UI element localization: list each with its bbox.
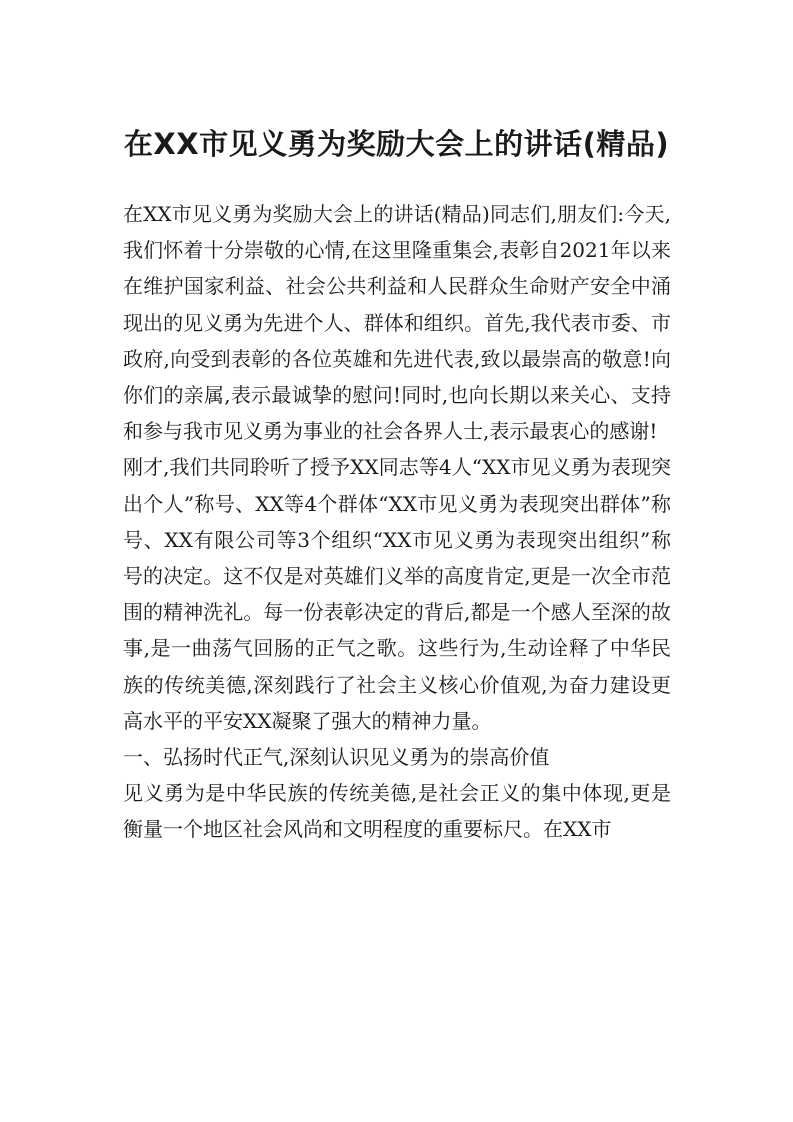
section-heading: 一、弘扬时代正气,深刻认识见义勇为的崇高价值 [123,745,550,770]
paragraph-commendation: 刚才,我们共同聆听了授予XX同志等4人“XX市见义勇为表现突出个人”称号、XX等4个群体“XX市见义勇为表现突出群体”称号、XX有限公司等3个组织“XX市见义勇为表现突出组织”称号的决定。这不仅是对英雄们义举的高度肯定,更是一次全市范围的精神洗礼。每一份表彰决定的背后,都是一个感人至深的故事,是一曲荡气回肠的正气之歌。这些行为,生动诠释了中华民族的传统美德,深刻践行了社会主义核心价值观,为奋力建设更高水平的平安XX凝聚了强大的精神力量。 [123,455,671,733]
document-title: 在XX市见义勇为奖励大会上的讲话(精品) [123,127,670,161]
document-body [123,196,671,848]
paragraph-opening: 在XX市见义勇为奖励大会上的讲话(精品)同志们,朋友们:今天,我们怀着十分崇敬的心情,在这里隆重集会,表彰自2021年以来在维护国家利益、社会公共利益和人民群众生命财产安全中涌现出的见义勇为先进个人、群体和组织。首先,我代表市委、市政府,向受到表彰的各位英雄和先进代表,致以最崇高的敬意!向你们的亲属,表示最诚挚的慰问!同时,也向长期以来关心、支持和参与我市见义勇为事业的社会各界人士,表示最衷心的感谢! [123,202,671,444]
paragraph-section-one: 见义勇为是中华民族的传统美德,是社会正义的集中体现,更是衡量一个地区社会风尚和文明程度的重要标尺。在XX市 [123,781,671,842]
